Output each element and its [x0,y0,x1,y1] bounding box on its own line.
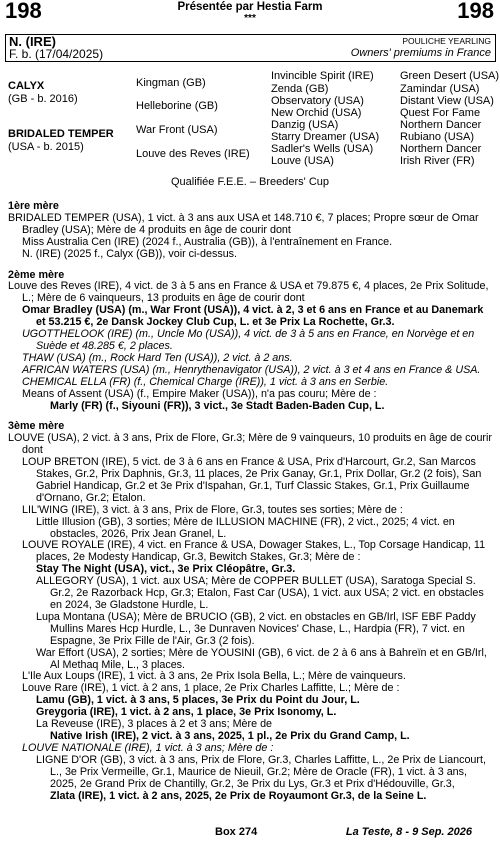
pedigree-gen3: Starry Dreamer (USA) [271,131,380,143]
pedigree-gen4: Irish River (FR) [400,155,475,167]
produce-line: Marly (FR) (f., Siyouni (FR)), 3 vict., 3e Stadt Baden-Baden Cup, L. [50,399,385,412]
pedigree-gen4: Distant View (USA) [400,95,494,107]
pedigree-gen2: Helleborine (GB) [136,100,218,112]
consignor-stars: *** [244,13,256,24]
produce-line: Native Irish (IRE), 2 vict. à 3 ans, 2025, 1 pl., 2e Prix du Grand Camp, L. [50,729,410,742]
pedigree-gen4: Northern Dancer [400,119,482,131]
pedigree-gen3: Observatory (USA) [271,95,364,107]
produce-line: Means of Assent (USA) (f., Empire Maker (USA)), n'a pas couru; Mère de : [22,387,377,400]
pedigree-gen2: War Front (USA) [136,124,218,136]
pedigree-gen2: Kingman (GB) [136,77,206,89]
produce-line: ALLEGORY (USA), 1 vict. aux USA; Mère de COPPER BULLET (USA), Saratoga Special S. Gr.2, 2e Razorback Hcp, Gr.3; Etalon, Fast Car (USA), 1 vict. aux USA; 2 vict. en obstacles en 2024, 3e Gladstone Hurdle, L. [36,575,484,611]
horse-title-box [5,34,496,62]
lot-number: 198 [5,0,42,23]
box-number: Box 274 [215,826,258,838]
produce-line: LOUVE (USA), 2 vict. à 3 ans, Prix de Flore, Gr.3; Mère de 9 vainqueurs, 10 produits en âge de courir dont [8,432,492,457]
produce-line: L'Ile Aux Loups (IRE), 1 vict. à 3 ans, 2e Prix Isola Bella, L.; Mère de vainqueurs. [22,670,406,683]
produce-line: LIGNE D'OR (GB), 3 vict. à 3 ans, Prix de Flore, Gr.3, Charles Laffitte, L., 2e Prix de Liancourt, L., 3e Prix Vermeille, Gr.1, Maurice de Nieuil, Gr.2; Mère de Oracle (FR), 1 vict. à 3 ans, 2025, 2e Grand Prix de Chantilly, Gr.2, 3e Prix du Lys, Gr.3 et Prix d'Hédouville, Gr.3, [36,753,486,790]
produce-line: Zlata (IRE), 1 vict. à 2 ans, 2025, 2e Prix de Royaumont Gr.3, de la Seine L. [50,789,427,802]
pedigree-gen4: Northern Dancer [400,143,482,155]
produce-line: Miss Australia Cen (IRE) (2024 f., Australia (GB)), à l'entraînement en France. [22,235,393,248]
produce-line: Stay The Night (USA), vict., 3e Prix Cléopâtre, Gr.3. [36,563,296,576]
produce-line: Louve Rare (IRE), 1 vict. à 2 ans, 1 place, 2e Prix Charles Laffitte, L.; Mère de : [22,682,400,695]
lot-number-right: 198 [457,0,494,23]
produce-line: CHEMICAL ELLA (FR) (f., Chemical Charge (IRE)), 1 vict. à 3 ans en Serbie. [22,375,389,388]
qualification: Qualifiée F.E.E. – Breeders' Cup [170,176,329,188]
produce-line: Louve des Reves (IRE), 4 vict. de 3 à 5 ans en France & USA et 79.875 €, 4 places, 2e Prix Solitude, L.; Mère de 6 vainqueurs, 13 produits en âge de courir dont [8,280,489,305]
produce-line: Greygoria (IRE), 1 vict. à 2 ans, 1 place, 3e Prix Isonomy, L. [36,706,337,719]
produce-line: Little Illusion (GB), 3 sorties; Mère de ILLUSION MACHINE (FR), 2 vict., 2025; 4 vict. en obstacles, 2026, Prix Jean Granel, L. [36,515,455,540]
produce-line: Lamu (GB), 1 vict. à 3 ans, 5 places, 3e Prix du Point du Jour, L. [36,694,360,707]
produce-line: UGOTTHELOOK (IRE) (m., Uncle Mo (USA)), 4 vict. de 3 à 5 ans en France, en Norvège et en Suède et 48.285 €, 2 places. [22,328,475,352]
section-heading: 1ère mère [8,200,59,212]
produce-line: N. (IRE) (2025 f., Calyx (GB)), voir ci-dessus. [22,247,238,260]
pedigree-gen4: Green Desert (USA) [400,70,500,82]
pedigree-gen3: New Orchid (USA) [271,107,362,119]
sire-info: (GB - b. 2016) [8,93,78,105]
pedigree-gen3: Sadler's Wells (USA) [271,143,374,155]
horse-name: N. (IRE) [9,34,56,49]
pedigree-gen4: Quest For Fame [400,107,481,119]
pedigree-gen3: Zenda (GB) [271,83,329,95]
pedigree-gen3: Louve (USA) [271,155,334,167]
horse-category: POULICHE YEARLING [402,36,491,46]
produce-line: Lupa Montana (USA); Mère de BRUCIO (GB), 2 vict. en obstacles en GB/Irl, ISF EBF Paddy Mullins Mares Hcp Hurdle, L., 3e Dunraven Novices' Chase, L., Hardpia (FR), 7 vict. en Espagne, 3e Prix Fille de l'Air, Gr.3 (2 fois). [36,610,476,647]
pedigree-gen4: Zamindar (USA) [400,83,480,95]
owners-premiums: Owners' premiums in France [350,47,491,59]
sale-event: La Teste, 8 - 9 Sep. 2026 [345,826,472,838]
pedigree-gen3: Danzig (USA) [271,119,339,131]
horse-birth: F. b. (17/04/2025) [9,47,104,61]
produce-line: La Reveuse (IRE), 3 places à 2 et 3 ans; Mère de [36,718,273,731]
produce-line: AFRICAN WATERS (USA) (m., Henrythenavigator (USA)), 2 vict. à 3 et 4 ans en France & USA. [22,363,481,376]
catalogue-body [8,196,492,802]
section-heading: 2ème mère [8,268,65,281]
dam-name: BRIDALED TEMPER [8,128,114,140]
produce-line: LOUVE NATIONALE (IRE), 1 vict. à 3 ans; Mère de : [22,741,274,754]
dam-info: (USA - b. 2015) [8,141,84,153]
produce-line: THAW (USA) (m., Rock Hard Ten (USA)), 2 vict. à 2 ans. [22,351,293,364]
section-heading: 3ème mère [8,420,65,433]
pedigree-gen3: Invincible Spirit (IRE) [271,70,374,82]
produce-line: Omar Bradley (USA) (m., War Front (USA)), 4 vict. à 2, 3 et 6 ans en France et au Danemark et 53.215 €, 2e Dansk Jockey Club Cup, L. et 3e Prix La Rochette, Gr.3. [22,304,484,329]
produce-line: War Effort (USA), 2 sorties; Mère de YOUSINI (GB), 6 vict. de 2 à 6 ans à Bahreïn et en GB/Irl, Al Methaq Mile, L., 3 places. [36,646,487,671]
pedigree-gen4: Rubiano (USA) [400,131,474,143]
consignor-title: Présentée par Hestia Farm [177,1,323,13]
sire-name: CALYX [8,80,45,92]
produce-line: LOUP BRETON (IRE), 5 vict. de 3 à 6 ans en France & USA, Prix d'Harcourt, Gr.2, San Marcos Stakes, Gr.2, Prix Daphnis, Gr.3, 11 places, 2e Prix Ganay, Gr.1, Prix Dollar, Gr.2 (2 fois), San Gabriel Handicap, Gr.2 et 3e Prix d'Ispahan, Gr.1, Turf Classic Stakes, Gr.1, Prix Guillaume d'Ornano, Gr.2; Etalon. [22,456,482,504]
produce-line: LIL'WING (IRE), 3 vict. à 3 ans, Prix de Flore, Gr.3, toutes ses sorties; Mère de : [22,503,403,516]
produce-line: BRIDALED TEMPER (USA), 1 vict. à 3 ans aux USA et 148.710 €, 7 places; Propre sœur de Omar Bradley (USA); Mère de 4 produits en âge de courir dont [8,211,479,236]
pedigree-gen2: Louve des Reves (IRE) [136,148,250,160]
produce-line: LOUVE ROYALE (IRE), 4 vict. en France & USA, Dowager Stakes, L., Top Corsage Handicap, 11 places, 2e Modesty Handicap, Gr.3, Bewitch Stakes, Gr.3; Mère de : [22,539,486,564]
